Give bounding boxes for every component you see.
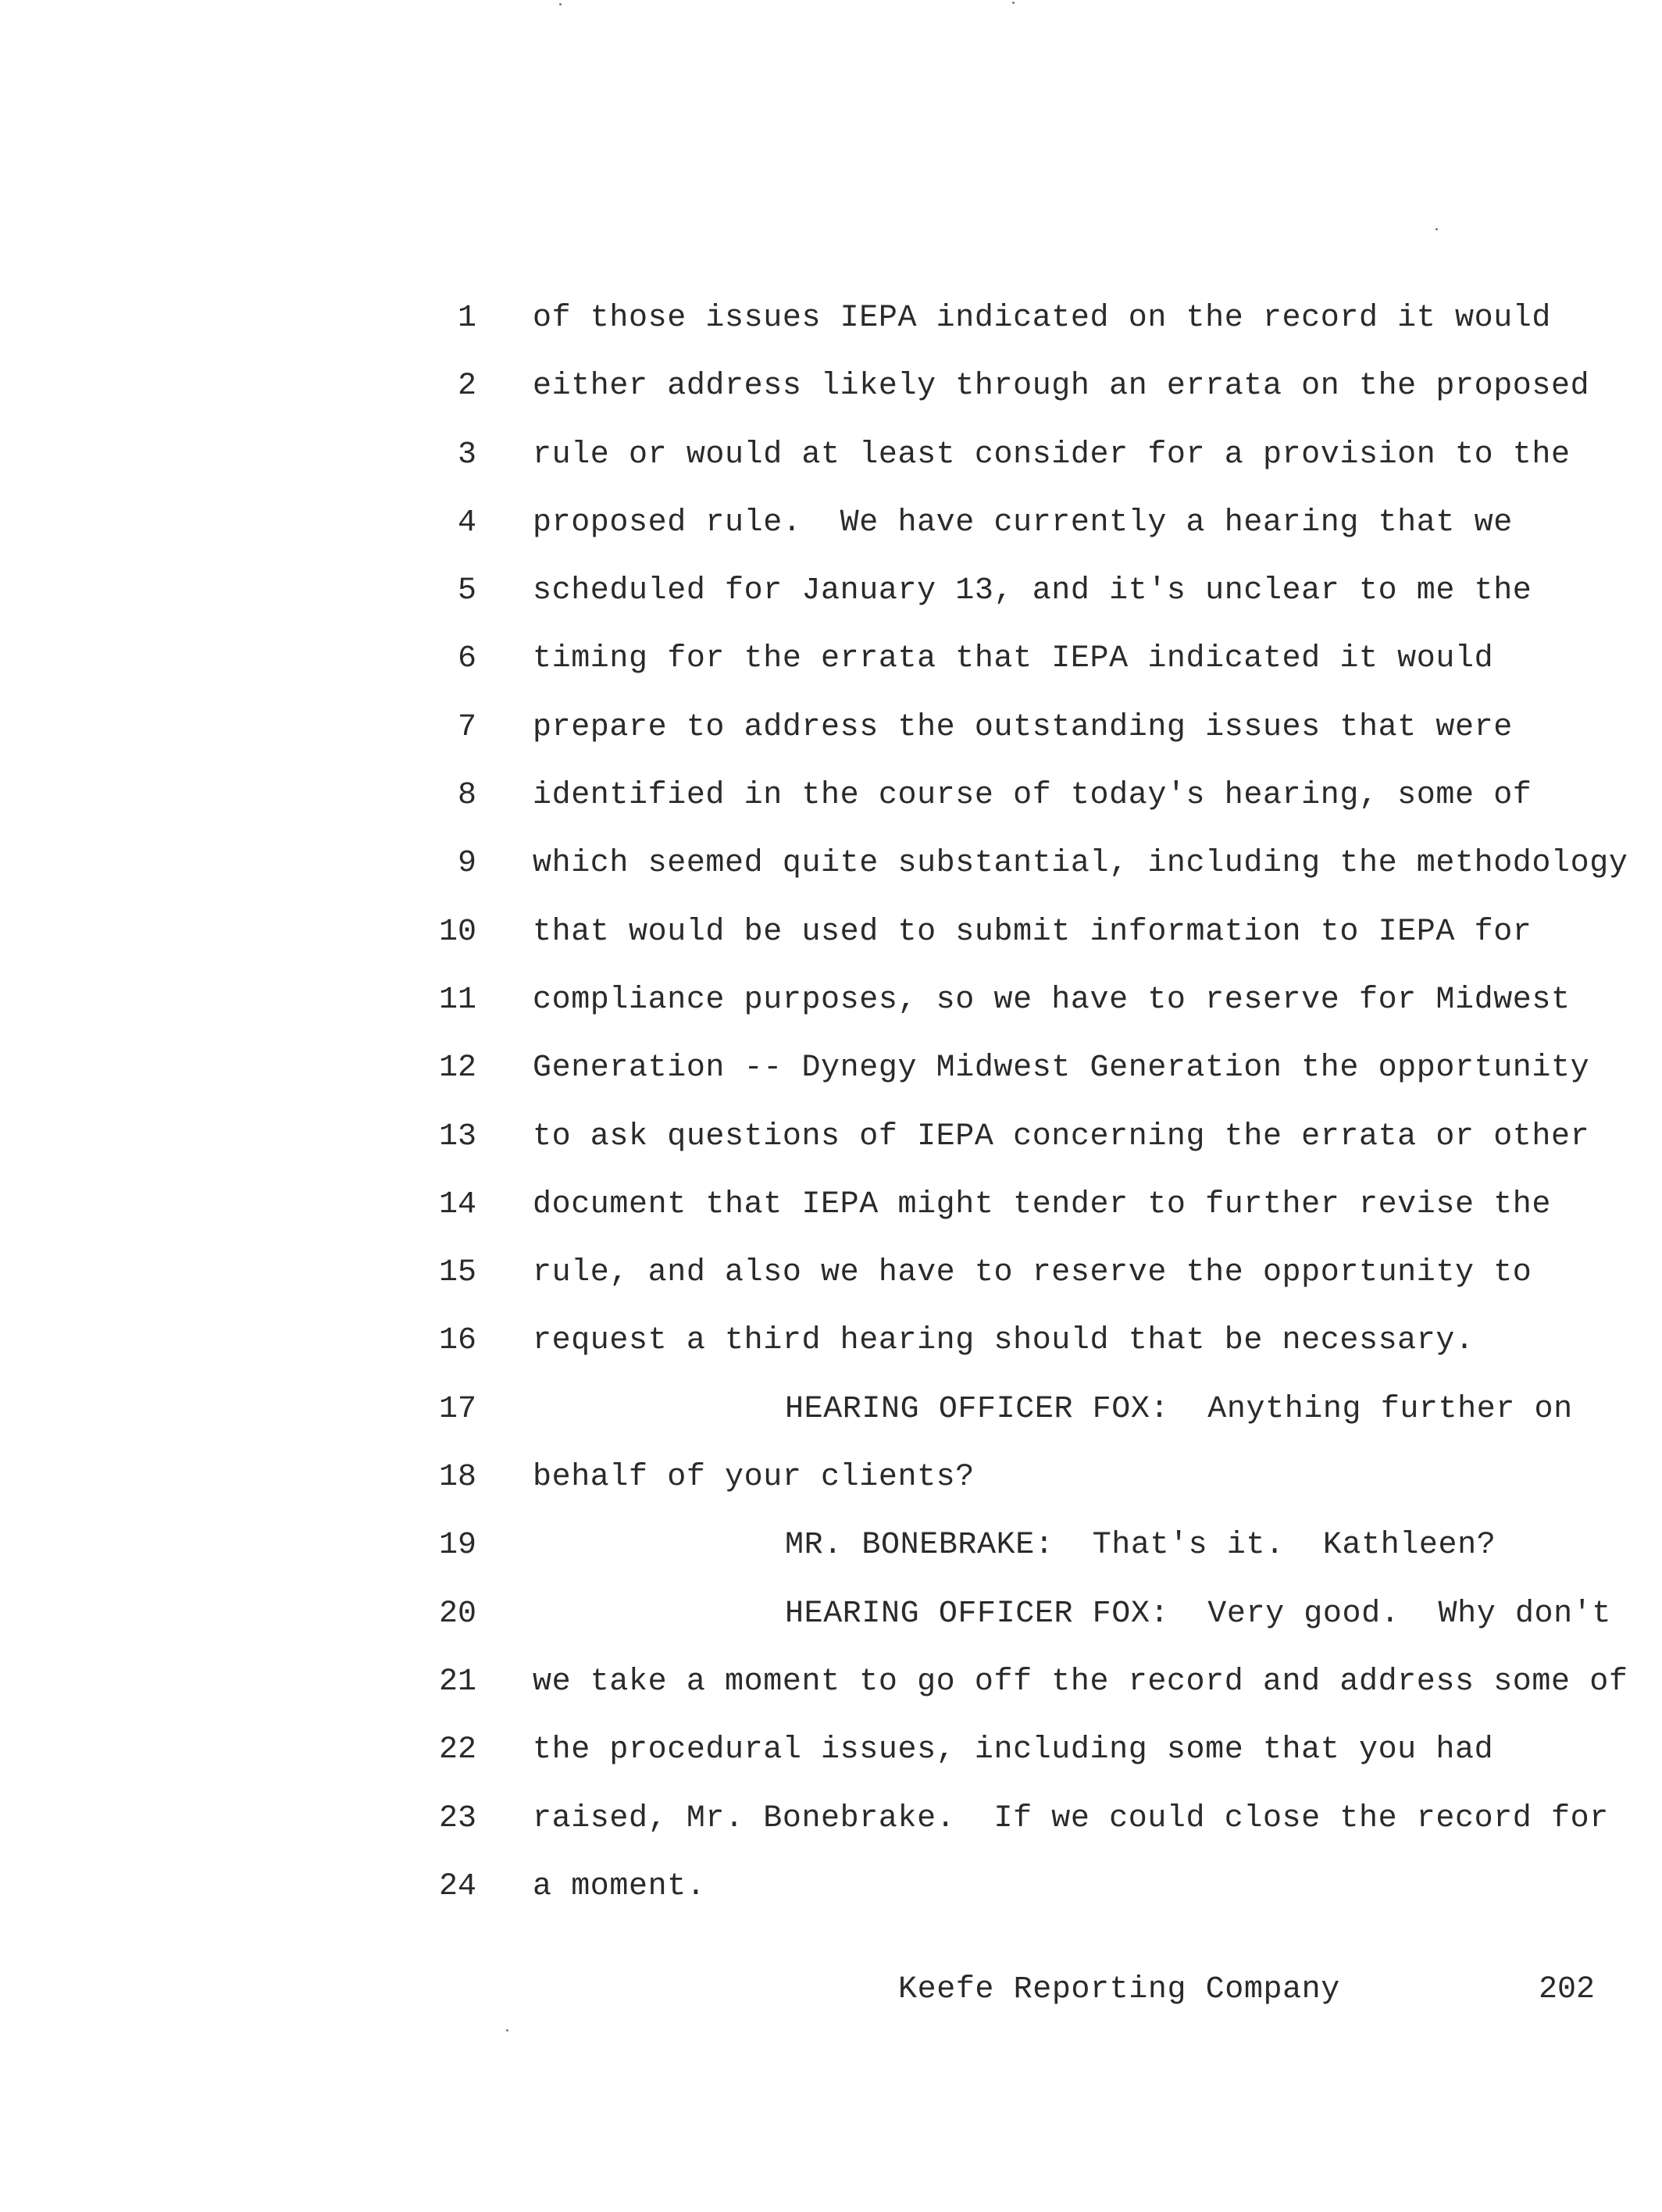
line-text: identified in the course of today's hearing, some of [533, 778, 1532, 814]
reporter-company: Keefe Reporting Company [898, 1972, 1340, 2007]
scan-speck [506, 2029, 508, 2032]
page-number: 202 [1539, 1972, 1596, 2007]
line-number: 13 [438, 1118, 476, 1154]
line-text: compliance purposes, so we have to reserve for Midwest [533, 982, 1571, 1018]
line-number: 1 [457, 301, 476, 336]
transcript-line [0, 776, 1662, 844]
transcript-line [0, 1730, 1662, 1798]
transcript-line [0, 366, 1662, 434]
line-text: rule or would at least consider for a provision to the [533, 437, 1571, 473]
line-number: 20 [438, 1596, 476, 1632]
line-text: scheduled for January 13, and it's unclear to me the [533, 573, 1532, 609]
line-number: 11 [438, 982, 476, 1018]
transcript-line [0, 571, 1662, 639]
line-number: 23 [438, 1800, 476, 1836]
transcript-line [0, 1457, 1662, 1525]
line-number: 6 [457, 641, 476, 677]
scan-speck [1436, 228, 1438, 230]
transcript-line [0, 1594, 1662, 1662]
line-text: to ask questions of IEPA concerning the errata or other [533, 1118, 1590, 1154]
transcript-line [0, 1799, 1662, 1867]
line-number: 17 [438, 1391, 476, 1427]
transcript-line [0, 1253, 1662, 1321]
speaker-line-text: HEARING OFFICER FOX: Very good. Why don't [785, 1596, 1611, 1632]
line-number: 22 [438, 1732, 476, 1768]
line-text: which seemed quite substantial, including the methodology [533, 846, 1628, 882]
line-number: 9 [457, 846, 476, 882]
line-text: request a third hearing should that be necessary. [533, 1323, 1475, 1359]
line-text: timing for the errata that IEPA indicated it would [533, 641, 1494, 677]
line-text: of those issues IEPA indicated on the record it would [533, 301, 1552, 336]
line-number: 19 [438, 1528, 476, 1564]
transcript-line [0, 639, 1662, 707]
line-number: 8 [457, 778, 476, 814]
line-text: a moment. [533, 1868, 706, 1904]
transcript-line [0, 844, 1662, 912]
transcript-line [0, 1662, 1662, 1730]
transcript-line [0, 912, 1662, 980]
line-number: 18 [438, 1460, 476, 1496]
transcript-line [0, 708, 1662, 776]
line-number: 15 [438, 1255, 476, 1291]
line-number: 7 [457, 709, 476, 745]
line-text: prepare to address the outstanding issues that were [533, 709, 1513, 745]
line-number: 4 [457, 505, 476, 541]
page-footer [0, 1970, 1662, 2017]
line-text: the procedural issues, including some that you had [533, 1732, 1494, 1768]
transcript-line [0, 1185, 1662, 1253]
line-number: 21 [438, 1664, 476, 1700]
line-number: 10 [438, 914, 476, 950]
line-number: 3 [457, 437, 476, 473]
transcript-line [0, 1390, 1662, 1457]
line-text: document that IEPA might tender to further revise the [533, 1186, 1552, 1222]
line-number: 16 [438, 1323, 476, 1359]
speaker-line-text: MR. BONEBRAKE: That's it. Kathleen? [785, 1528, 1496, 1564]
scan-speck [1012, 2, 1015, 4]
line-number: 12 [438, 1051, 476, 1086]
transcript-line [0, 1525, 1662, 1593]
line-text: Generation -- Dynegy Midwest Generation the opportunity [533, 1051, 1590, 1086]
line-text: that would be used to submit information to IEPA for [533, 914, 1532, 950]
line-text: behalf of your clients? [533, 1460, 975, 1496]
transcript-line [0, 1321, 1662, 1389]
line-text: proposed rule. We have currently a hearing that we [533, 505, 1513, 541]
line-number: 24 [438, 1868, 476, 1904]
transcript-line [0, 503, 1662, 571]
line-number: 14 [438, 1186, 476, 1222]
line-text: raised, Mr. Bonebrake. If we could close the record for [533, 1800, 1609, 1836]
transcript-body [0, 298, 1662, 1935]
transcript-line [0, 980, 1662, 1048]
speaker-line-text: HEARING OFFICER FOX: Anything further on [785, 1391, 1573, 1427]
transcript-line [0, 1048, 1662, 1116]
transcript-line [0, 298, 1662, 366]
transcript-line [0, 1867, 1662, 1935]
scan-speck [559, 3, 562, 5]
line-text: either address likely through an errata on the proposed [533, 369, 1590, 405]
line-text: rule, and also we have to reserve the opportunity to [533, 1255, 1532, 1291]
transcript-line [0, 1117, 1662, 1185]
transcript-line [0, 435, 1662, 503]
line-text: we take a moment to go off the record and address some of [533, 1664, 1628, 1700]
line-number: 2 [457, 369, 476, 405]
line-number: 5 [457, 573, 476, 609]
